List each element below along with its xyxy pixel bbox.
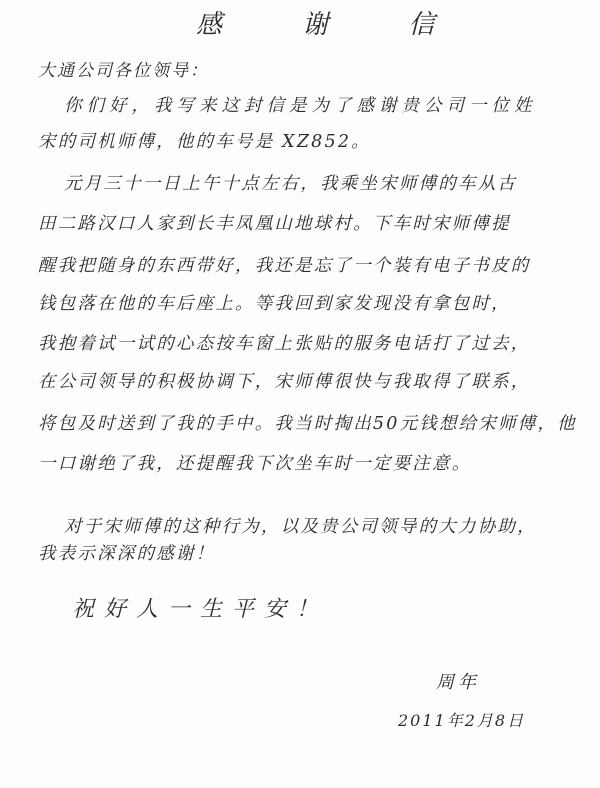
body-line: 我抱着试一试的心态按车窗上张贴的服务电话打了过去， [38,334,531,354]
body-line: 将包及时送到了我的手中。我当时掏出50元钱想给宋师傅，他 [38,414,577,434]
body-line: 一口谢绝了我，还提醒我下次坐车时一定要注意。 [38,454,472,474]
body-line: 田二路汉口人家到长丰凤凰山地球村。下车时宋师傅提 [38,214,511,234]
body-line: 对于宋师傅的这种行为，以及贵公司领导的大力协助， [64,517,537,537]
letter-blessing: 祝好人一生平安！ [72,597,329,622]
letter-salutation: 大通公司各位领导： [38,61,209,81]
body-line: 你们好，我写来这封信是为了感谢贵公司一位姓 [64,96,537,116]
letter-date: 2011年2月8日 [398,711,526,730]
letter-title: 感 谢 信 [196,10,471,40]
body-line: 元月三十一日上午十点左右，我乘坐宋师傅的车从古 [64,174,518,194]
body-line: 在公司领导的积极协调下，宋师傅很快与我取得了联系， [38,372,531,392]
body-line: 钱包落在他的车后座上。等我回到家发现没有拿包时， [38,294,511,314]
body-line: 醒我把随身的东西带好，我还是忘了一个装有电子书皮的 [38,256,531,276]
body-line: 宋的司机师傅，他的车号是 XZ852。 [38,132,371,152]
letter-signature: 周年 [436,672,480,693]
body-line: 我表示深深的感谢！ [38,544,216,564]
